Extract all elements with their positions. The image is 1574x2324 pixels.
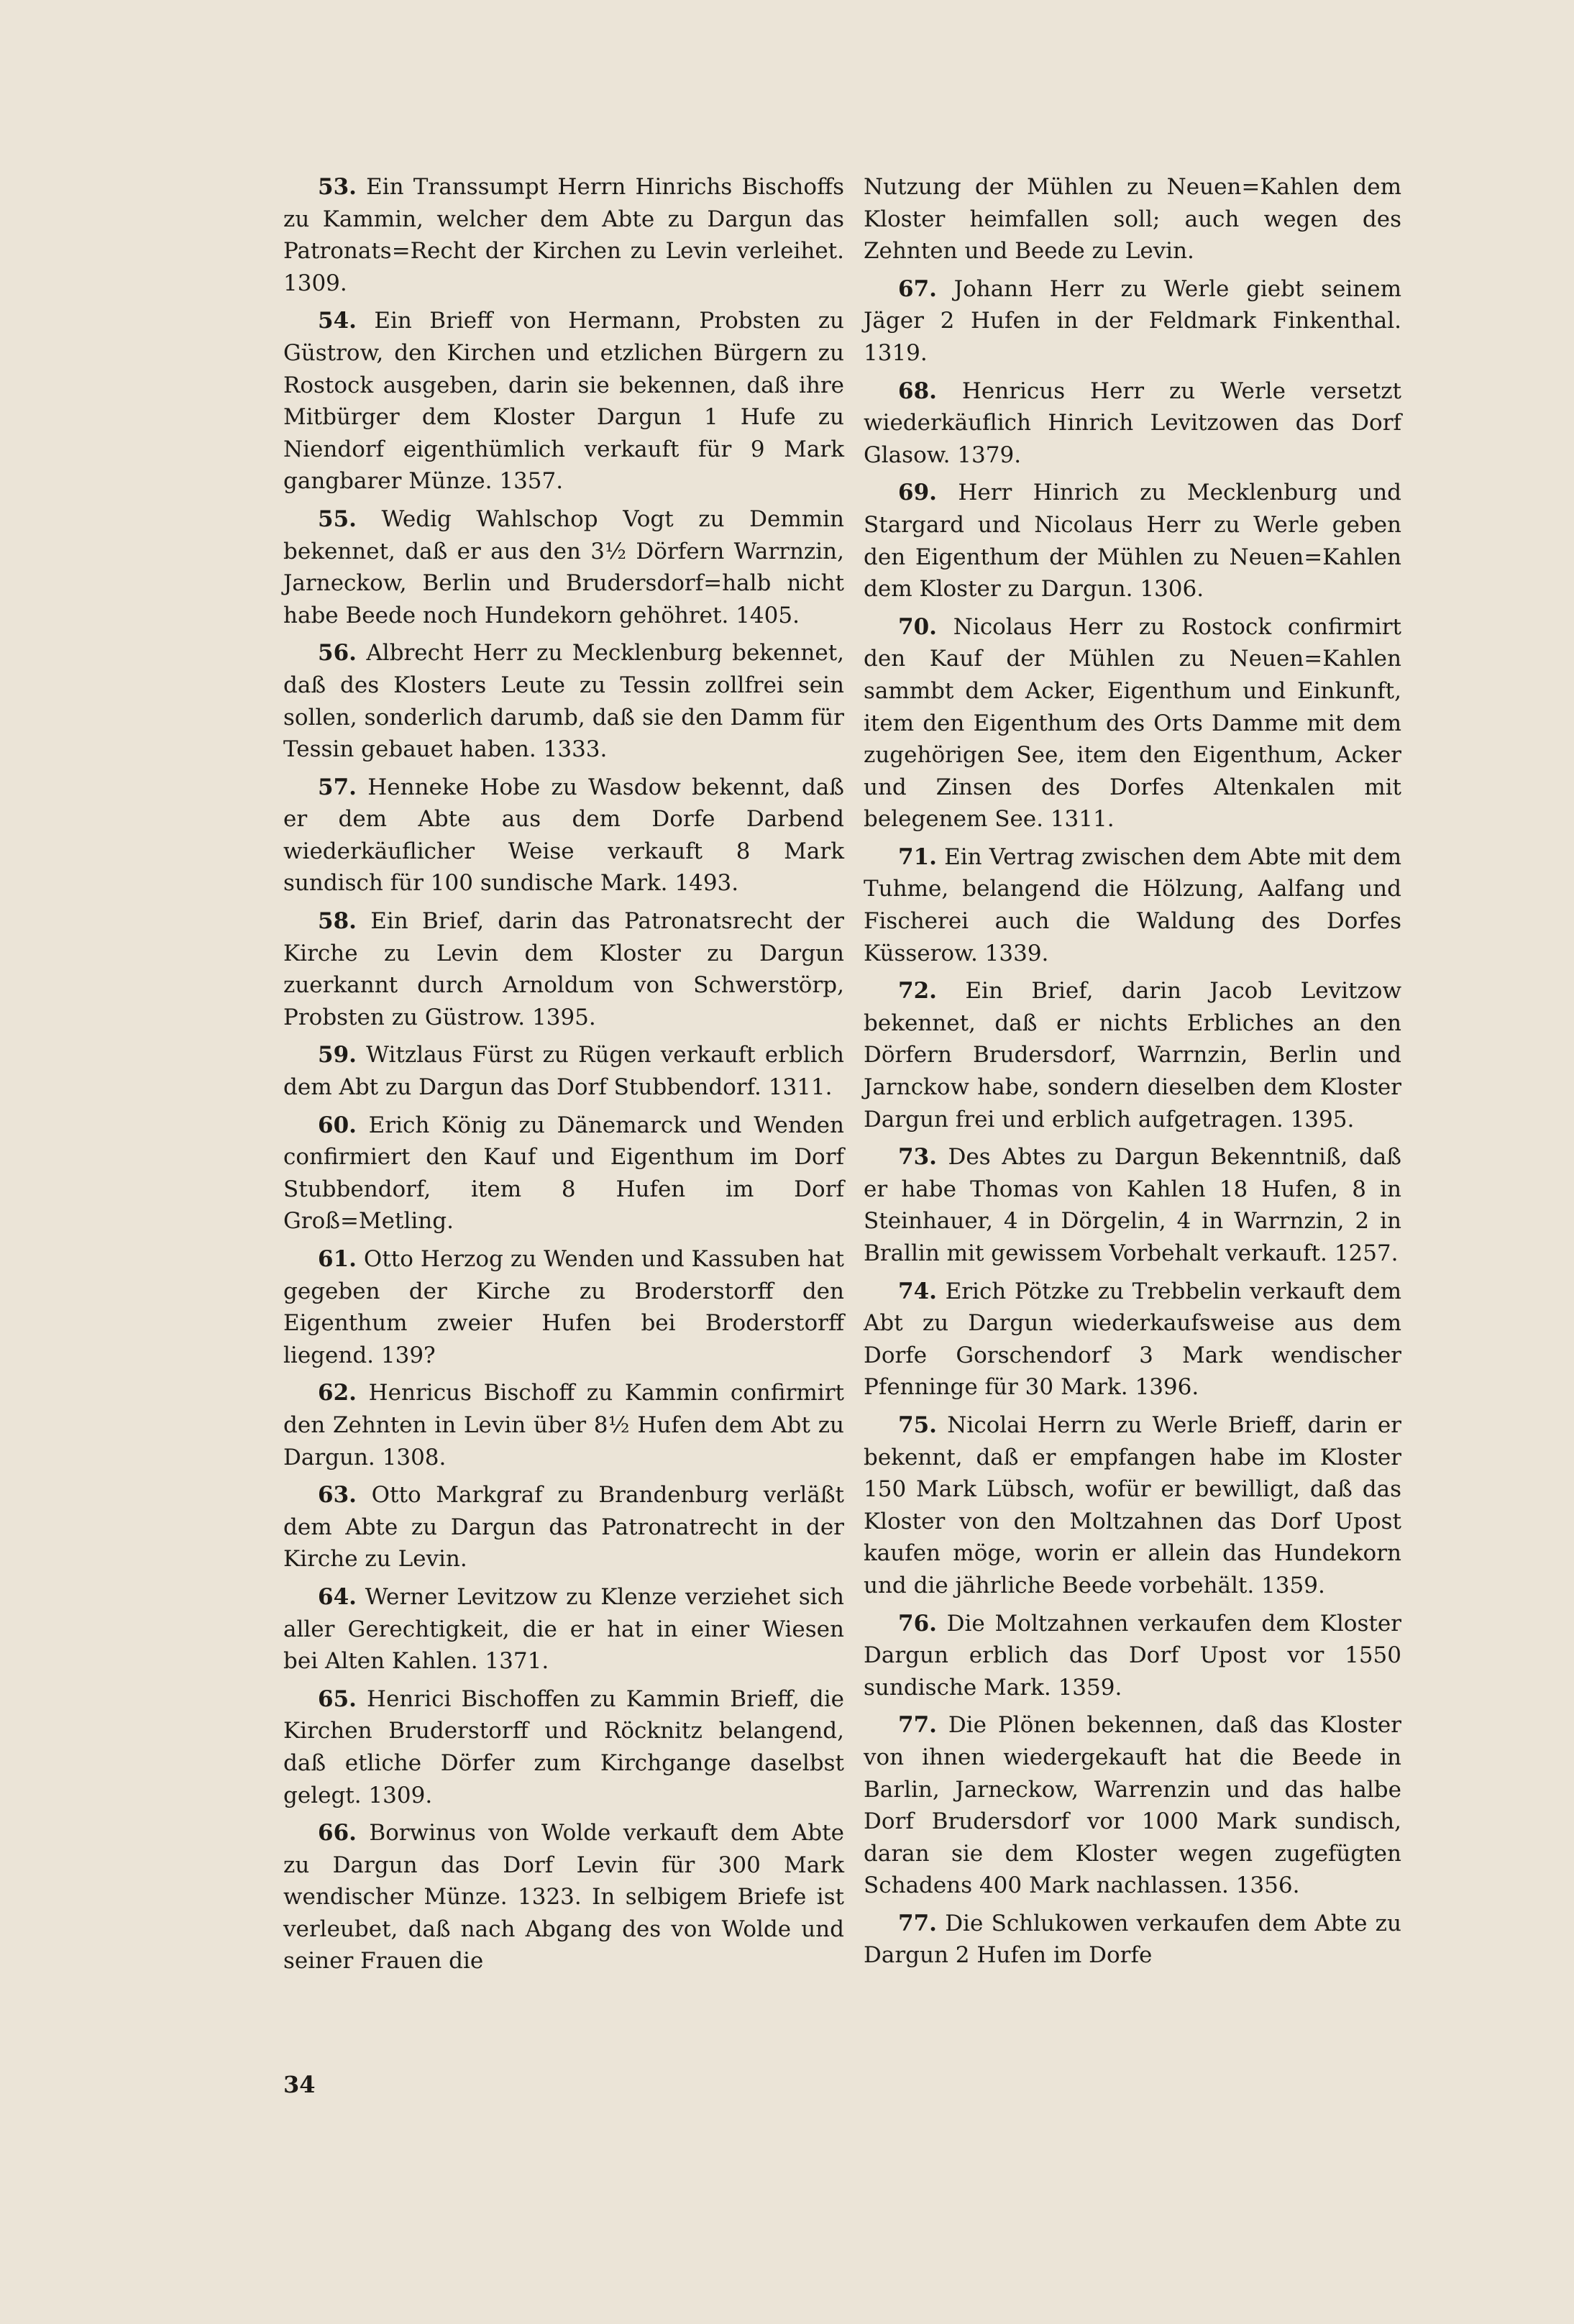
register-entry [864, 171, 1401, 267]
entry-text: Ein Transsumpt Herrn Hinrichs Bischoffs zu Kammin, welcher dem Abte zu Dargun das Patronats=Recht der Kirchen zu Levin verleihet. 1309. [283, 174, 844, 296]
entry-number: 56. [318, 640, 357, 667]
entry-text: Henrici Bischoffen zu Kammin Brieff, die Kirchen Bruderstorff und Röcknitz belangend, daß etliche Dörfer zum Kirchgange daselbst gelegt. 1309. [283, 1685, 844, 1808]
entry-text: Ein Vertrag zwischen dem Abte mit dem Tuhme, belangend die Hölzung, Aalfang und Fischerei auch die Waldung des Dorfes Küsserow. 1339. [864, 843, 1401, 966]
entry-number: 60. [318, 1112, 357, 1138]
register-entry [283, 1243, 844, 1371]
entry-number: 75. [898, 1412, 937, 1438]
register-entry [864, 273, 1401, 370]
register-entry [283, 503, 844, 631]
entry-number: 77. [898, 1712, 937, 1739]
entry-text: Ein Brief, darin Jacob Levitzow bekennet, daß er nichts Erbliches an den Dörfern Brudersdorf, Warrnzin, Berlin und Jarnckow habe, sondern dieselben dem Kloster Dargun frei und erblich aufgetragen. 1395. [864, 978, 1401, 1133]
register-entry [864, 1141, 1401, 1269]
register-entry [864, 1409, 1401, 1602]
entry-number: 72. [898, 978, 937, 1005]
entry-text: Erich König zu Dänemarck und Wenden confirmiert den Kauf und Eigenthum im Dorf Stubbendorf, item 8 Hufen im Dorf Groß=Metling. [283, 1112, 844, 1235]
entry-text: Henneke Hobe zu Wasdow bekennt, daß er dem Abte aus dem Dorfe Darbend wiederkäuflicher Weise verkauft 8 Mark sundisch für 100 sundische Mark. 1493. [283, 774, 844, 897]
entry-number: 55. [318, 505, 357, 532]
entry-text: Otto Markgraf zu Brandenburg verläßt dem Abte zu Dargun das Patronatrecht in der Kirche zu Levin. [283, 1482, 844, 1573]
register-entry [864, 975, 1401, 1135]
entry-text: Die Schlukowen verkaufen dem Abte zu Dargun 2 Hufen im Dorfe [864, 1910, 1401, 1969]
entry-number: 54. [318, 308, 357, 334]
entry-number: 58. [318, 908, 357, 935]
right-column [864, 171, 1401, 1977]
entry-text: Werner Levitzow zu Klenze verziehet sich aller Gerechtigkeit, die er hat in einer Wiesen bei Alten Kahlen. 1371. [283, 1583, 844, 1675]
entry-text: Wedig Wahlschop Vogt zu Demmin bekennet, daß er aus den 3½ Dörfern Warrnzin, Jarneckow, Berlin und Brudersdorf=halb nicht habe Beede noch Hundekorn gehöhret. 1405. [283, 505, 845, 628]
entry-text: Nicolai Herrn zu Werle Brieff, darin er bekennt, daß er empfangen habe im Kloster 150 Mark Lübsch, wofür er bewilligt, daß das Kloster von den Moltzahnen das Dorf Upost kaufen möge, worin er allein das Hundekorn und die jährliche Beede vorbehält. 1359. [864, 1412, 1401, 1598]
register-entry [283, 1039, 844, 1103]
entry-number: 74. [898, 1278, 937, 1304]
entry-number: 64. [318, 1583, 357, 1610]
register-entry [864, 841, 1401, 969]
entry-number: 61. [318, 1246, 357, 1272]
register-entry [283, 1817, 844, 1977]
entry-text: Nicolaus Herr zu Rostock confirmirt den Kauf der Mühlen zu Neuen=Kahlen sammbt dem Acker, Eigenthum und Einkunft, item den Eigenthum des Orts Damme mit dem zugehörigen See, item den Eigenthum, Acker und Zinsen des Dorfes Altenkalen mit belegenem See. 1311. [864, 613, 1402, 833]
entry-text: Ein Brief, darin das Patronatsrecht der Kirche zu Levin dem Kloster zu Dargun zuerkannt durch Arnoldum von Schwerstörp, Probsten zu Güstrow. 1395. [283, 908, 845, 1030]
entry-text: Des Abtes zu Dargun Bekenntniß, daß er habe Thomas von Kahlen 18 Hufen, 8 in Steinhauer, 4 in Dörgelin, 4 in Warrnzin, 2 in Brallin mit gewissem Vorbehalt verkauft. 1257. [864, 1144, 1401, 1266]
entry-number: 66. [318, 1820, 357, 1847]
entry-text: Nutzung der Mühlen zu Neuen=Kahlen dem Kloster heimfallen soll; auch wegen des Zehnten und Beede zu Levin. [864, 174, 1401, 265]
entry-text: Ein Brieff von Hermann, Probsten zu Güstrow, den Kirchen und etzlichen Bürgern zu Rostock ausgeben, darin sie bekennen, daß ihre Mitbürger dem Kloster Dargun 1 Hufe zu Niendorf eigenthümlich verkauft für 9 Mark gangbarer Münze. 1357. [283, 308, 844, 495]
entry-number: 65. [318, 1685, 357, 1712]
entry-number: 53. [318, 174, 357, 200]
register-entry [283, 637, 844, 765]
left-column [283, 171, 844, 1983]
entry-number: 69. [898, 480, 937, 506]
entry-text: Herr Hinrich zu Mecklenburg und Stargard und Nicolaus Herr zu Werle geben den Eigenthum der Mühlen zu Neuen=Kahlen dem Kloster zu Dargun. 1306. [864, 480, 1401, 603]
entry-number: 68. [898, 378, 937, 404]
entry-text: Albrecht Herr zu Mecklenburg bekennet, daß des Klosters Leute zu Tessin zollfrei sein sollen, sonderlich darumb, daß sie den Damm für Tessin gebauet haben. 1333. [283, 640, 845, 763]
register-entry [864, 1709, 1401, 1902]
entry-text: Die Moltzahnen verkaufen dem Kloster Dargun erblich das Dorf Upost vor 1550 sundische Mark. 1359. [864, 1610, 1401, 1701]
entry-number: 63. [318, 1482, 357, 1509]
register-entry [283, 171, 844, 299]
entry-text: Henricus Herr zu Werle versetzt wiederkäuflich Hinrich Levitzowen das Dorf Glasow. 1379. [864, 378, 1401, 468]
register-entry [864, 1276, 1401, 1404]
register-entry [283, 1683, 844, 1811]
entry-text: Witzlaus Fürst zu Rügen verkauft erblich dem Abt zu Dargun das Dorf Stubbendorf. 1311. [283, 1042, 844, 1101]
entry-number: 73. [898, 1144, 937, 1171]
entry-number: 70. [898, 613, 937, 640]
register-entry [283, 1581, 844, 1678]
register-entry [283, 305, 844, 498]
page-number: 34 [283, 2071, 316, 2098]
entry-text: Otto Herzog zu Wenden und Kassuben hat gegeben der Kirche zu Broderstorff den Eigenthum zweier Hufen bei Broderstorff liegend. 139? [283, 1246, 844, 1368]
entry-number: 59. [318, 1042, 357, 1069]
register-entry [283, 772, 844, 900]
register-entry [864, 477, 1401, 605]
register-entry [283, 1377, 844, 1473]
register-entry [283, 1110, 844, 1238]
entry-number: 71. [898, 843, 937, 870]
entry-number: 57. [318, 774, 357, 800]
register-entry [864, 1908, 1401, 1972]
entry-number: 62. [318, 1380, 357, 1406]
entry-text: Die Plönen bekennen, daß das Kloster von ihnen wiedergekauft hat die Beede in Barlin, Jarneckow, Warrenzin und das halbe Dorf Brudersdorf vor 1000 Mark sundisch, daran sie dem Kloster wegen zugefügten Schadens 400 Mark nachlassen. 1356. [864, 1712, 1401, 1899]
register-entry [864, 611, 1401, 836]
register-entry [864, 1608, 1401, 1704]
register-entry [283, 905, 844, 1033]
register-entry [283, 1479, 844, 1575]
entry-number: 67. [898, 275, 937, 302]
register-entry [864, 375, 1401, 472]
entry-text: Johann Herr zu Werle giebt seinem Jäger 2 Hufen in der Feldmark Finkenthal. 1319. [864, 275, 1401, 366]
entry-text: Borwinus von Wolde verkauft dem Abte zu Dargun das Dorf Levin für 300 Mark wendischer Münze. 1323. In selbigem Briefe ist verleubet, daß nach Abgang des von Wolde und seiner Frauen die [283, 1820, 845, 1975]
entry-number: 77. [898, 1910, 937, 1936]
entry-text: Erich Pötzke zu Trebbelin verkauft dem Abt zu Dargun wiederkaufsweise aus dem Dorfe Gorschendorf 3 Mark wendischer Pfenninge für 30 Mark. 1396. [864, 1278, 1401, 1401]
entry-number: 76. [898, 1610, 937, 1637]
entry-text: Henricus Bischoff zu Kammin confirmirt den Zehnten in Levin über 8½ Hufen dem Abt zu Dargun. 1308. [283, 1380, 844, 1470]
